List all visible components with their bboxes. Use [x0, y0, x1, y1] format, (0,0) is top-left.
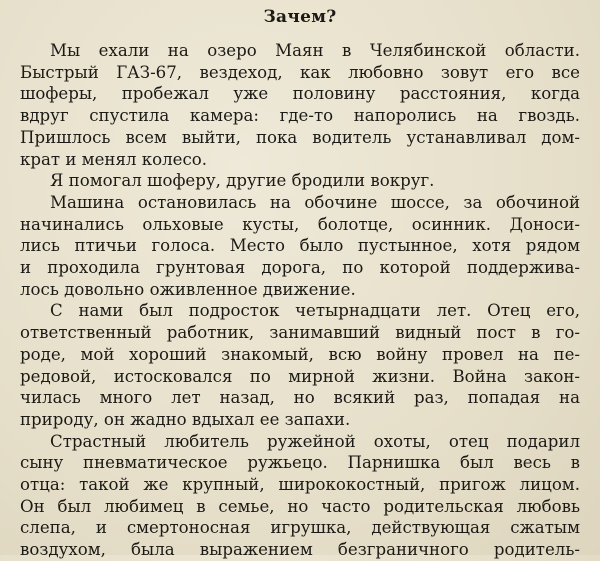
text-line: начинались ольховые кусты, болотце, осинник. Доноси- — [20, 214, 580, 234]
text-line: ответственный работник, занимавший видный пост в го- — [20, 323, 580, 343]
text-line: природу, он жадно вдыхал ее запахи. — [20, 409, 351, 429]
text-line: слепа, и смертоносная игрушка, действующая сжатым — [20, 518, 580, 538]
text-line: Быстрый ГАЗ-67, вездеход, как любовно зовут его все — [20, 62, 580, 82]
text-line: редовой, истосковался по мирной жизни. Война закон- — [20, 366, 580, 386]
text-line: роде, мой хороший знакомый, всю войну провел на пе- — [20, 344, 580, 364]
text-line: лись птичьи голоса. Место было пустынное, хотя рядом — [20, 236, 580, 256]
text-line: Он был любимец в семье, но часто родительская любовь — [20, 496, 580, 516]
body-text — [20, 40, 580, 561]
text-line: воздухом, была выражением безграничного родитель- — [20, 540, 580, 560]
text-line: Машина остановилась на обочине шоссе, за обочиной — [50, 192, 580, 212]
text-line: отца: такой же крупный, ширококостный, пригож лицом. — [20, 475, 580, 495]
page-title: Зачем? — [263, 7, 337, 27]
text-line: чилась много лет назад, но всякий раз, попадая на — [20, 388, 580, 408]
text-line: шоферы, пробежал уже половину расстояния, когда — [20, 84, 580, 104]
text-line: Страстный любитель ружейной охоты, отец подарил — [50, 431, 580, 451]
text-line: и проходила грунтовая дорога, по которой поддержива- — [20, 258, 580, 278]
text-line: Пришлось всем выйти, пока водитель устанавливал дом- — [20, 127, 580, 147]
text-line: сыну пневматическое ружьецо. Парнишка был весь в — [20, 453, 580, 473]
text-line: лось довольно оживленное движение. — [20, 279, 356, 299]
text-line: вдруг спустила камера: где-то напоролись на гвоздь. — [20, 106, 580, 126]
text-line: крат и менял колесо. — [20, 149, 208, 169]
text-line: Я помогал шоферу, другие бродили вокруг. — [50, 171, 435, 191]
text-line: С нами был подросток четырнадцати лет. Отец его, — [50, 301, 580, 321]
text-line: Мы ехали на озеро Маян в Челябинской области. — [50, 41, 580, 60]
